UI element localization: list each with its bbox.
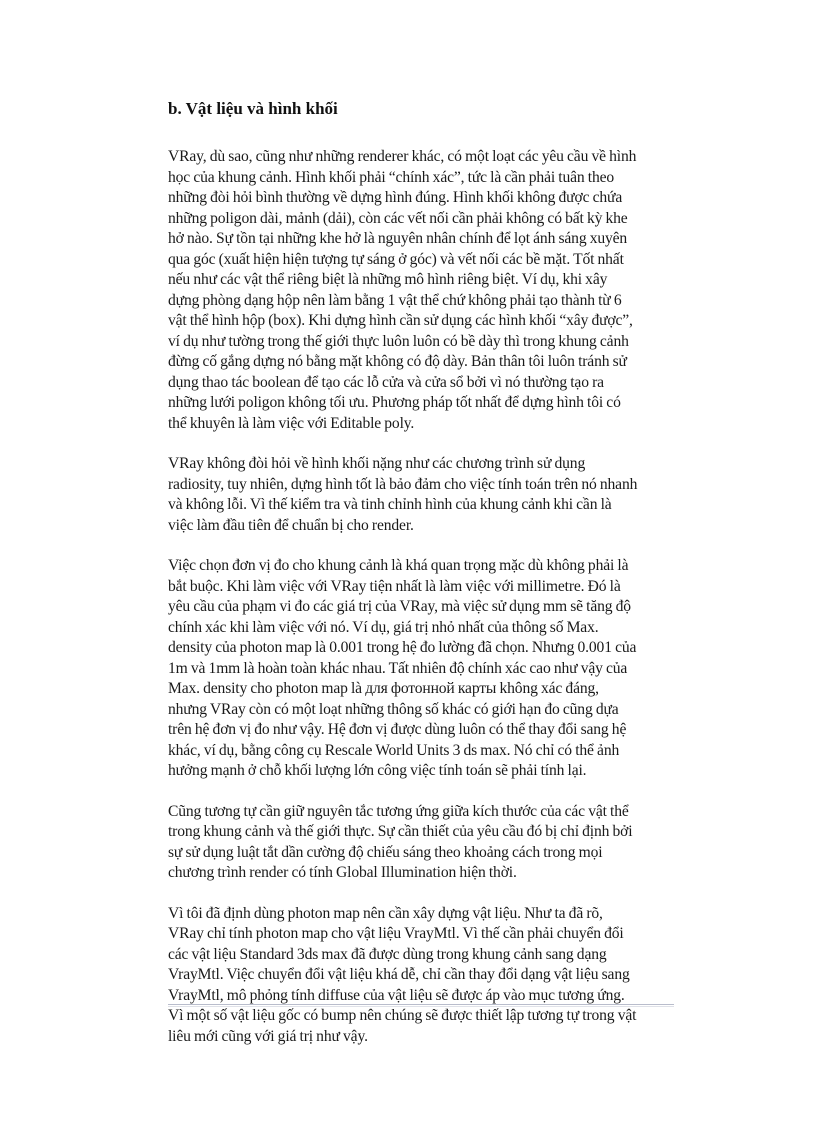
paragraph-units: Việc chọn đơn vị đo cho khung cảnh là khá quan trọng mặc dù không phải là bắt buộc. Khi làm việc với VRay tiện nhất là làm việc với millimetre. Đó là yêu cầu của phạm vi đo các giá trị của VRay, mà việc sử dụng mm sẽ tăng độ chính xác khi làm việc với nó. Ví dụ, giá trị nhỏ nhất của thông số Max. density của photon map là 0.001 trong hệ đo lường đã chọn. Nhưng 0.001 của 1m và 1mm là hoàn toàn khác nhau. Tất nhiên độ chính xác cao như vậy của Max. density cho photon map là для фотонной карты không xác đáng, nhưng VRay còn có một loạt những thông số khác có giới hạn đo cũng dựa trên hệ đơn vị đo như vậy. Hệ đơn vị được dùng luôn có thể thay đổi sang hệ khác, ví dụ, bằng công cụ Rescale World Units 3 ds max. Nó chỉ có thể ảnh hưởng mạnh ở chỗ khối lượng lớn công việc tính toán sẽ phải tính lại. [168, 557, 637, 779]
paragraph-materials: Vì tôi đã định dùng photon map nên cần xây dựng vật liệu. Như ta đã rõ, VRay chỉ tính photon map cho vật liệu VrayMtl. Vì thế cần phải chuyển đổi các vật liệu Standard 3ds max đã được dùng trong khung cảnh sang dạng VrayMtl. Việc chuyển đổi vật liệu khá dễ, chỉ cần thay đổi dạng vật liệu sang VrayMtl, mô phỏng tính diffuse của vật liệu sẽ được áp vào mục tương ứng. Vì một số vật liệu gốc có bump nên chúng sẽ được thiết lập tương tự trong vật liêu mới cũng với giá trị như vậy. [168, 904, 637, 1045]
bottom-divider-shadow [168, 1006, 674, 1007]
section-heading: b. Vật liệu và hình khối [168, 99, 338, 118]
paragraph-radiosity: VRay không đòi hỏi về hình khối nặng như các chương trình sử dụng radiosity, tuy nhiên, dựng hình tốt là bảo đảm cho việc tính toán trên nó nhanh và không lỗi. Vì thế kiểm tra và tinh chỉnh hình của khung cảnh khi cần là việc làm đầu tiên để chuẩn bị cho render. [168, 455, 638, 534]
paragraph-geometry-requirements: VRay, dù sao, cũng như những renderer khác, có một loạt các yêu cầu về hình học của khung cảnh. Hình khối phải “chính xác”, tức là cần phải tuân theo những đòi hỏi bình thường về dựng hình đúng. Hình khối không được chứa những poligon dài, mảnh (dải), còn các vết nối cần phải không có bất kỳ khe hở nào. Sự tồn tại những khe hở là nguyên nhân chính để lọt ánh sáng xuyên qua góc (xuất hiện hiện tượng tự sáng ở góc) và vết nối các bề mặt. Tốt nhất nếu như các vật thể riêng biệt là những mô hình riêng biệt. Ví dụ, khi xây dựng phòng dạng hộp nên làm bằng 1 vật thể chứ không phải tạo thành từ 6 vật thể hình hộp (box). Khi dựng hình cần sử dụng các hình khối “xây được”, ví dụ như tường trong thế giới thực luôn luôn có bề dày thì trong khung cảnh đừng cố gắng dựng nó bằng mặt không có độ dày. Bản thân tôi luôn tránh sử dụng thao tác boolean để tạo các lỗ cửa và cửa sổ bởi vì nó thường tạo ra những lưới poligon không tối ưu. Phương pháp tốt nhất để dựng hình tôi có thể khuyên là làm việc với Editable poly. [168, 148, 637, 432]
paragraph-scale: Cũng tương tự cần giữ nguyên tắc tương ứng giữa kích thước của các vật thể trong khung cảnh và thế giới thực. Sự cần thiết của yêu cầu đó bị chỉ định bởi sự sử dụng luật tắt dần cường độ chiếu sáng theo khoảng cách trong mọi chương trình render có tính Global Illumination hiện thời. [168, 802, 633, 881]
bottom-divider [168, 1004, 674, 1005]
document-body [168, 98, 676, 1047]
